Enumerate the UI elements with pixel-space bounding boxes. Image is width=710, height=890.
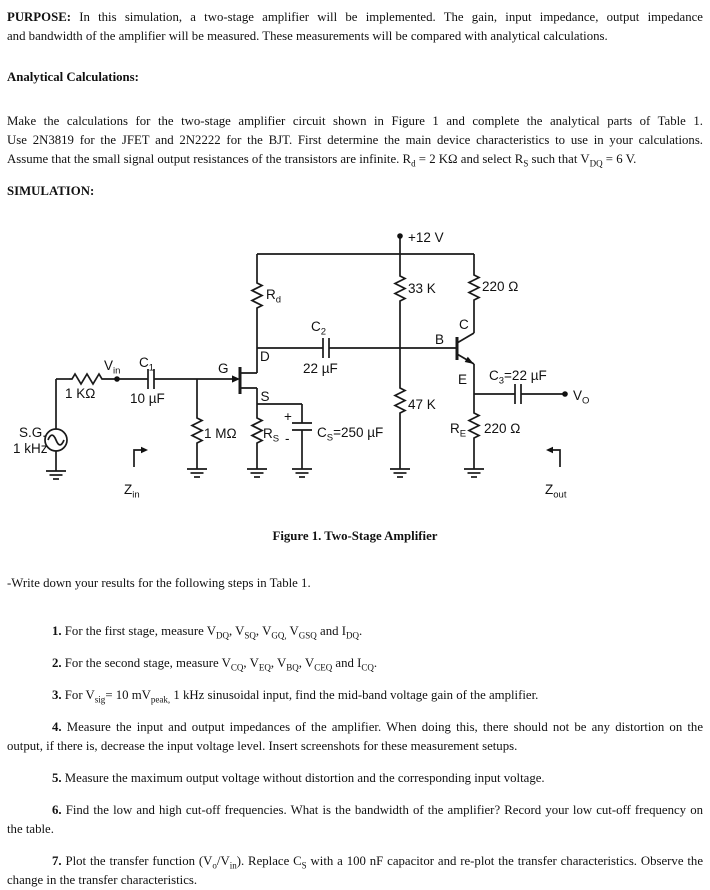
zout-label: $Z_{out}$ xyxy=(545,482,567,501)
steps-list xyxy=(7,622,703,890)
capacitor-c3-label: $C_3=22$ µF xyxy=(489,368,547,387)
zout-arrow-icon xyxy=(546,447,553,453)
capacitor-c1-label: $C_1$ xyxy=(139,355,155,374)
ground-icon xyxy=(187,469,207,477)
step-4: 4. Measure the input and output impedances of the amplifier. When doing this, there should not be any distortion on the output, if there is, decrease the input voltage level. Insert screenshots for these measurement setups. xyxy=(7,720,703,753)
resistor-rb1-label: 33 K xyxy=(408,281,436,296)
base-label: B xyxy=(435,332,445,347)
capacitor-cs-plus: + xyxy=(284,409,292,424)
zout-marker xyxy=(545,447,567,501)
purpose-line-1: PURPOSE: In this simulation, a two-stage amplifier will be implemented. The gain, input impedance, output impedance xyxy=(7,10,703,24)
input-line xyxy=(56,355,240,406)
resistor-rgate-icon xyxy=(192,416,202,446)
purpose-paragraph xyxy=(7,8,703,46)
analytical-line-3: Assume that the small signal output resistances of the transistors are infinite. $R_d = 2$ KΩ and select $R_S$ such that $V_{DQ} = 6$ V. xyxy=(7,152,637,169)
step-1: 1. For the first stage, measure $V_{DQ}$, $V_{SQ}$, $V_{GQ,}$ $V_{GSQ}$ and $I_{DQ}$. xyxy=(52,624,363,641)
zin-label: $Z_{in}$ xyxy=(124,482,140,501)
vo-label: $V_O$ xyxy=(573,388,590,407)
supply-rail xyxy=(257,230,474,254)
generator-name-label: S.G. xyxy=(19,425,47,440)
signal-generator xyxy=(13,379,67,479)
collector-label: C xyxy=(459,317,469,332)
purpose-line-2: and bandwidth of the amplifier will be measured. These measurements will be compared with analytical calculations. xyxy=(7,29,608,43)
analytical-calculations-heading: Analytical Calculations: xyxy=(7,70,139,84)
resistor-rs-icon xyxy=(252,416,262,446)
resistor-rb2-label: 47 K xyxy=(408,397,436,412)
supply-label: +12 V xyxy=(408,230,444,245)
analytical-line-1: Make the calculations for the two-stage amplifier circuit shown in Figure 1 and complete the analytical parts of Table 1. xyxy=(7,114,703,128)
step-5: 5. Measure the maximum output voltage without distortion and the corresponding input voltage. xyxy=(52,771,545,785)
resistor-rd xyxy=(252,254,281,348)
interstage-line xyxy=(257,319,457,376)
ground-icon xyxy=(46,471,66,479)
supply-node-dot xyxy=(397,233,403,239)
step-3: 3. For $V_{sig}= 10$ $mV_{peak,}$ 1 kHz sinusoidal input, find the mid-band voltage gain of the amplifier. xyxy=(52,688,539,705)
zin-marker xyxy=(124,447,148,501)
zin-arrow-icon xyxy=(141,447,148,453)
capacitor-cs-label: $C_S=250$ µF xyxy=(317,425,384,444)
resistor-rgate xyxy=(187,379,237,477)
step-2: 2. For the second stage, measure $V_{CQ}$, $V_{EQ}$, $V_{BQ}$, $V_{CEQ}$ and $I_{CQ}$. xyxy=(52,656,378,673)
gate-label: G xyxy=(218,361,229,376)
resistor-rb2 xyxy=(390,348,436,477)
resistor-re xyxy=(450,394,520,477)
step-6: 6. Find the low and high cut-off frequencies. What is the bandwidth of the amplifier? Record your low cut-off frequency on the table. xyxy=(7,803,703,836)
resistor-rc xyxy=(469,254,518,333)
ground-icon xyxy=(292,469,312,477)
resistor-rb2-icon xyxy=(395,386,405,416)
step-7: 7. Plot the transfer function $(V_o/V_{in})$. Replace $C_S$ with a 100 nF capacitor and re-plot the transfer characteristics. Observe the change in the transfer characteristics. xyxy=(7,854,704,887)
circuit-svg xyxy=(7,221,710,521)
resistor-rc-label: 220 Ω xyxy=(482,279,519,294)
emitter-label: E xyxy=(458,372,468,387)
bjt-transistor xyxy=(435,317,474,394)
analytical-paragraph xyxy=(7,112,703,169)
capacitor-cs-minus: - xyxy=(285,431,290,446)
output-line xyxy=(474,368,589,407)
jfet-transistor xyxy=(240,348,270,404)
vin-label: $V_{in}$ xyxy=(104,358,121,377)
resistor-re-label: $R_E$ xyxy=(450,421,467,440)
resistor-rd-icon xyxy=(252,281,262,311)
source-label: S xyxy=(260,389,270,404)
figure-caption: Figure 1. Two-Stage Amplifier xyxy=(272,529,438,543)
ground-icon xyxy=(464,469,484,477)
resistor-re-value: 220 Ω xyxy=(484,421,521,436)
sine-icon xyxy=(48,435,64,445)
simulation-heading: SIMULATION: xyxy=(7,184,95,198)
resistor-rb1-icon xyxy=(395,274,405,304)
capacitor-c2-value: 22 µF xyxy=(303,361,338,376)
resistor-rsig-label: 1 KΩ xyxy=(65,386,96,401)
resistor-re-icon xyxy=(469,411,479,441)
emitter-arrow-icon xyxy=(465,357,474,364)
resistor-rc-icon xyxy=(469,273,479,303)
vin-node-dot xyxy=(114,376,120,382)
ground-icon xyxy=(247,469,267,477)
analytical-line-2: Use 2N3819 for the JFET and 2N2222 for the BJT. First determine the main device characteristics to use in your calculations. xyxy=(7,133,703,147)
circuit-figure xyxy=(7,221,703,546)
resistor-rb1 xyxy=(395,254,436,348)
resistor-rsig-icon xyxy=(69,374,105,384)
capacitor-c1-value: 10 µF xyxy=(130,391,165,406)
source-branch xyxy=(247,404,383,477)
capacitor-c2-label: $C_2$ xyxy=(311,319,327,338)
drain-label: D xyxy=(260,349,270,364)
write-down-note: -Write down your results for the following steps in Table 1. xyxy=(7,576,311,590)
resistor-rgate-label: 1 MΩ xyxy=(204,426,237,441)
vo-node-dot xyxy=(562,391,568,397)
ground-icon xyxy=(390,469,410,477)
resistor-rd-label: $R_d$ xyxy=(266,287,282,306)
resistor-rs-label: $R_S$ xyxy=(263,426,280,445)
generator-frequency-label: 1 kHz xyxy=(13,441,48,456)
